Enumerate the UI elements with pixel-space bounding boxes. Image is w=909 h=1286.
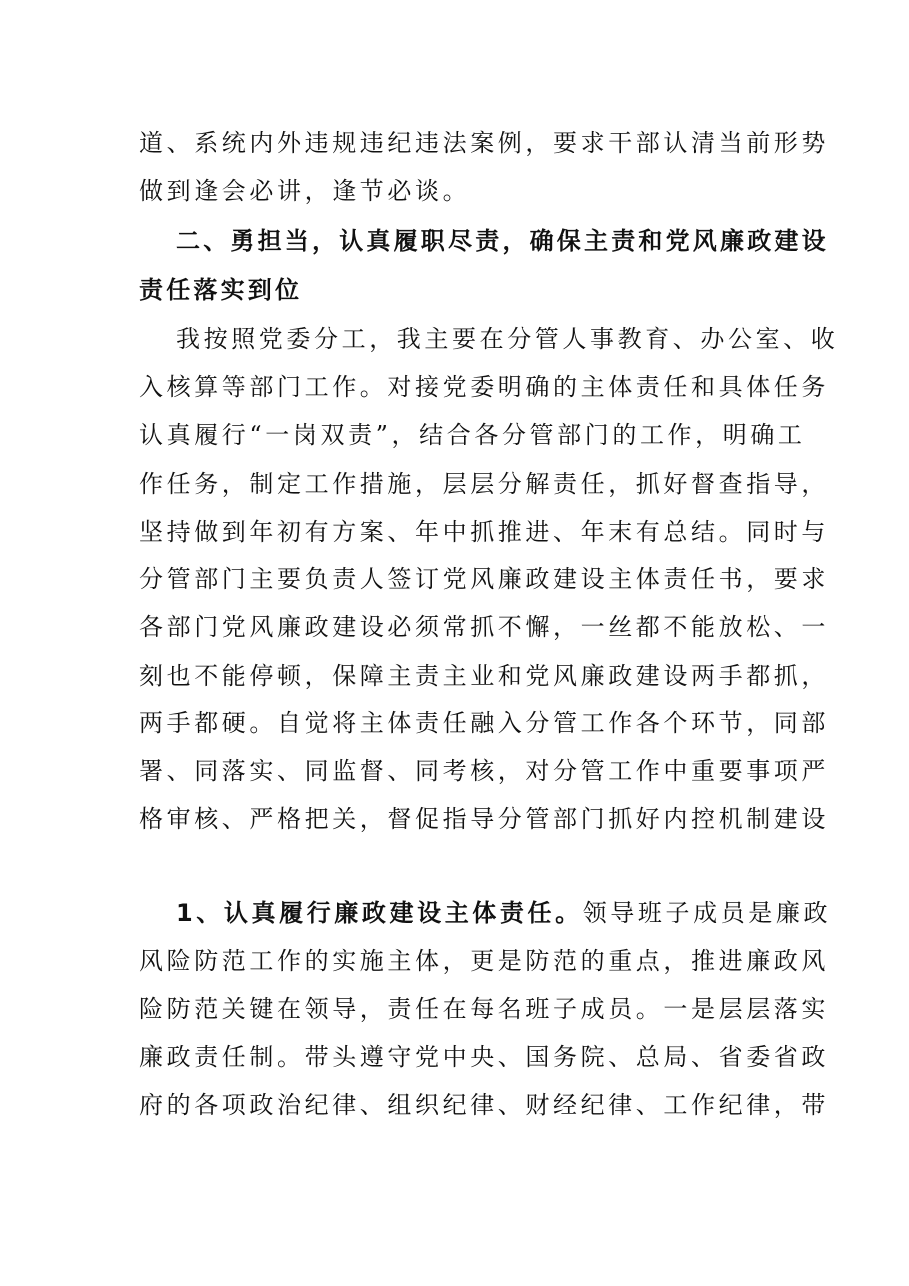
paragraph-2-line-10: 署、同落实、同监督、同考核，对分管工作中重要事项严: [139, 757, 829, 785]
paragraph-2-line-4: 作任务，制定工作措施，层层分解责任，抓好督查指导，: [139, 470, 829, 498]
paragraph-3-line-3: 险防范关键在领导，责任在每名班子成员。一是层层落实: [139, 995, 829, 1023]
paragraph-3-line-4: 廉政责任制。带头遵守党中央、国务院、总局、省委省政: [139, 1043, 829, 1071]
paragraph-1-line-1: 道、系统内外违规违纪违法案例，要求干部认清当前形势: [139, 129, 829, 157]
paragraph-2-line-6: 分管部门主要负责人签订党风廉政建设主体责任书，要求: [139, 565, 829, 593]
paragraph-2-line-8: 刻也不能停顿，保障主责主业和党风廉政建设两手都抓，: [139, 662, 829, 690]
paragraph-2-line-2: 入核算等部门工作。对接党委明确的主体责任和具体任务: [139, 373, 829, 401]
paragraph-3-runin-heading: 1、认真履行廉政建设主体责任。: [176, 899, 583, 927]
paragraph-3-line-2: 风险防范工作的实施主体，更是防范的重点，推进廉政风: [139, 947, 829, 975]
paragraph-2-line-11: 格审核、严格把关，督促指导分管部门抓好内控机制建设: [139, 805, 829, 833]
paragraph-2-line-7: 各部门党风廉政建设必须常抓不懈，一丝都不能放松、一: [139, 613, 829, 641]
paragraph-2-line-3: 认真履行“一岗双责”，结合各分管部门的工作，明确工: [139, 421, 806, 449]
paragraph-2-line-1: 我按照党委分工，我主要在分管人事教育、办公室、收: [176, 325, 839, 353]
section-heading-line-1: 二、勇担当，认真履职尽责，确保主责和党风廉政建设: [176, 227, 829, 255]
paragraph-3-line-5: 府的各项政治纪律、组织纪律、财经纪律、工作纪律，带: [139, 1091, 829, 1119]
paragraph-2-line-9: 两手都硬。自觉将主体责任融入分管工作各个环节，同部: [139, 709, 829, 737]
paragraph-3-line-1: [176, 898, 831, 928]
paragraph-1-line-2: 做到逢会必讲，逢节必谈。: [139, 177, 471, 205]
paragraph-2-line-5: 坚持做到年初有方案、年中抓推进、年末有总结。同时与: [139, 518, 829, 546]
paragraph-3-line-1-text: 领导班子成员是廉政: [582, 899, 832, 927]
section-heading-line-2: 责任落实到位: [139, 276, 303, 304]
